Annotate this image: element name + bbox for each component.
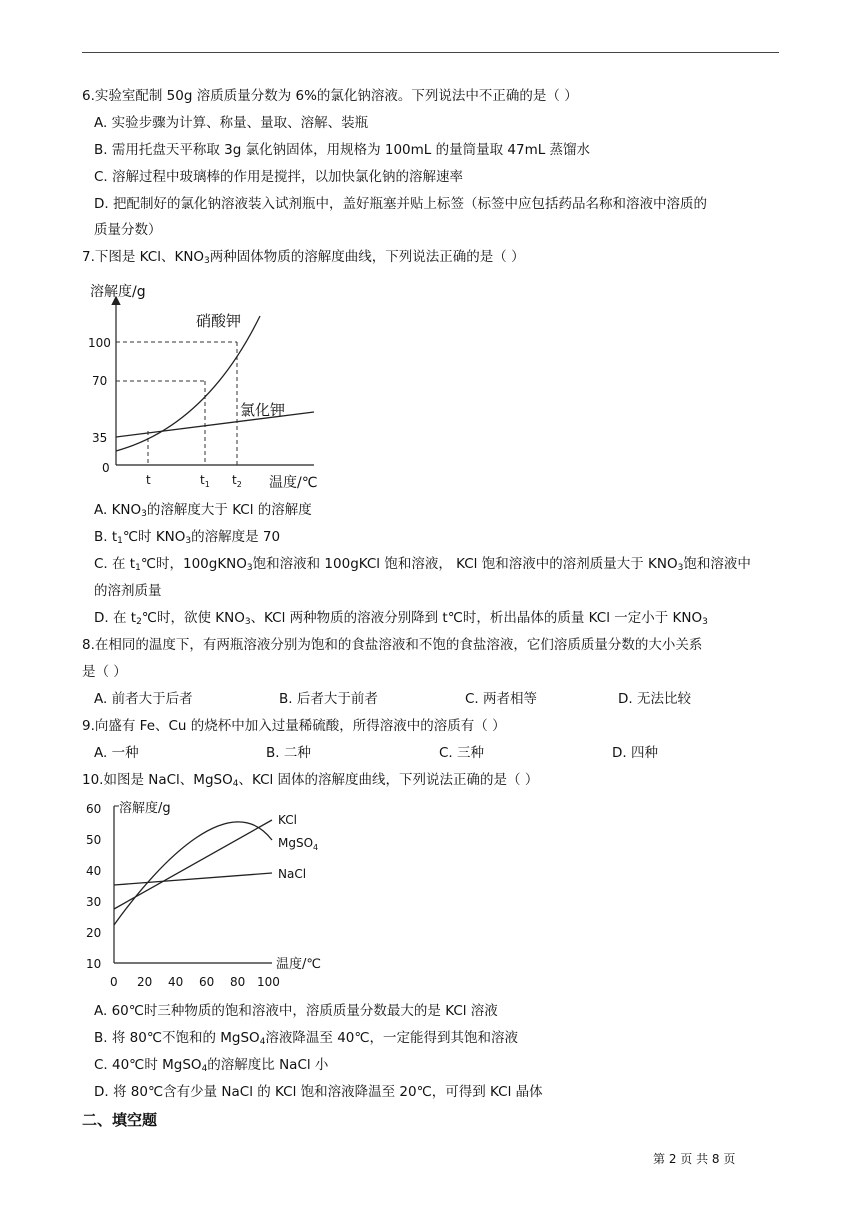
question-10-option-a: A. 60℃时三种物质的饱和溶液中，溶质质量分数最大的是 KCl 溶液 — [94, 1003, 498, 1019]
solubility-chart-nacl-mgso4-kcl — [82, 798, 342, 989]
mgso4-curve — [114, 822, 272, 925]
chart2-xtick-40: 40 — [168, 975, 184, 989]
chart2-ytick-20: 20 — [86, 926, 102, 940]
chart1-ylabel: 溶解度/g — [90, 284, 146, 300]
chart1-xtick-t2: $t_2$ — [232, 473, 242, 489]
kcl-line — [114, 820, 272, 909]
question-8-stem-cont: 是（ ） — [82, 664, 127, 680]
question-10-option-d: D. 将 80℃含有少量 NaCl 的 KCl 饱和溶液降温至 20℃，可得到 KCl 晶体 — [94, 1084, 543, 1100]
question-9-option-a: A. 一种 — [94, 745, 139, 761]
question-6-option-a: A. 实验步骤为计算、称量、量取、溶解、装瓶 — [94, 115, 369, 131]
question-8-option-a: A. 前者大于后者 — [94, 691, 193, 707]
chart2-xtick-20: 20 — [137, 975, 153, 989]
chart1-ytick-0: 0 — [102, 461, 110, 475]
chart1-xtick-t1: $t_1$ — [200, 473, 210, 489]
header-rule — [82, 52, 779, 53]
nacl-series-label: NaCl — [278, 867, 307, 881]
chart1-ytick-70: 70 — [92, 374, 108, 388]
question-6-option-d: D. 把配制好的氯化钠溶液装入试剂瓶中，盖好瓶塞并贴上标签（标签中应包括药品名称和溶液中溶质的 — [94, 196, 707, 212]
question-10-option-c: C. 40℃时 MgSO$_4$的溶解度比 NaCl 小 — [94, 1057, 329, 1074]
question-6-option-d-cont: 质量分数） — [94, 222, 162, 238]
question-6-option-c: C. 溶解过程中玻璃棒的作用是搅拌，以加快氯化钠的溶解速率 — [94, 169, 464, 185]
chart2-xtick-80: 80 — [230, 975, 246, 989]
chart1-xtick-t: t — [146, 473, 151, 487]
question-8-stem: 8.在相同的温度下，有两瓶溶液分别为饱和的食盐溶液和不饱的食盐溶液，它们溶质质量分数的大小关系 — [82, 637, 703, 653]
solubility-chart-kcl-kno3 — [86, 276, 336, 498]
question-7-option-b: B. $t_1℃$时 $KNO_3$的溶解度是 70 — [94, 529, 281, 546]
chart2-xtick-0: 0 — [110, 975, 118, 989]
chart2-ytick-60: 60 — [86, 802, 102, 816]
chart2-xtick-100: 100 — [257, 975, 280, 989]
question-10-option-b: B. 将 80℃不饱和的 MgSO$_4$溶液降温至 40℃，一定能得到其饱和溶液 — [94, 1030, 519, 1047]
question-7-option-c-cont: 的溶剂质量 — [94, 583, 162, 599]
kno3-label: 硝酸钾 — [196, 312, 242, 330]
question-8-option-d: D. 无法比较 — [618, 691, 691, 707]
question-6-option-b: B. 需用托盘天平称取 3g 氯化钠固体，用规格为 100mL 的量筒量取 47mL 蒸馏水 — [94, 142, 591, 158]
question-8-option-c: C. 两者相等 — [465, 691, 538, 707]
question-9-option-c: C. 三种 — [439, 745, 485, 761]
chart2-ytick-40: 40 — [86, 864, 102, 878]
question-7-option-c: C. 在 $t_1℃$时，100gKNO$_3$饱和溶液和 100gKCl 饱和溶液， KCl 饱和溶液中的溶剂质量大于 $KNO_3$饱和溶液中 — [94, 556, 751, 573]
mgso4-series-label: MgSO$_4$ — [278, 836, 319, 852]
kcl-label: 氯化钾 — [240, 401, 286, 419]
chart2-ylabel: 溶解度/g — [119, 801, 171, 816]
question-9-stem: 9.向盛有 Fe、Cu 的烧杯中加入过量稀硫酸，所得溶液中的溶质有（ ） — [82, 718, 506, 734]
chart2-xlabel: 温度/℃ — [276, 957, 321, 972]
chart2-xtick-60: 60 — [199, 975, 215, 989]
question-7-option-a: A. $KNO_3$的溶解度大于 KCl 的溶解度 — [94, 502, 312, 519]
chart1-xlabel: 温度/℃ — [269, 475, 318, 491]
nacl-line — [114, 873, 272, 885]
chart2-ytick-50: 50 — [86, 833, 102, 847]
chart1-ytick-100: 100 — [88, 336, 111, 350]
question-7-stem: 7.下图是 KCl、$KNO_3$两种固体物质的溶解度曲线，下列说法正确的是（ ） — [82, 249, 525, 266]
kno3-curve — [116, 316, 260, 451]
question-9-option-d: D. 四种 — [612, 745, 658, 761]
question-8-option-b: B. 后者大于前者 — [279, 691, 378, 707]
question-7-option-d: D. 在 $t_2℃$时，欲使 $KNO_3$、KCl 两种物质的溶液分别降到 t℃时，析出晶体的质量 KCl 一定小于 $KNO_3$ — [94, 610, 708, 627]
question-9-option-b: B. 二种 — [266, 745, 311, 761]
chart2-ytick-10: 10 — [86, 957, 102, 971]
chart1-ytick-35: 35 — [92, 431, 108, 445]
section-heading: 二、填空题 — [82, 1111, 158, 1129]
kcl-series-label: KCl — [278, 813, 297, 827]
chart2-ytick-30: 30 — [86, 895, 102, 909]
question-6-stem: 6.实验室配制 50g 溶质质量分数为 6%的氯化钠溶液。下列说法中不正确的是（ ） — [82, 88, 578, 104]
page-footer: 第 2 页 共 8 页 — [653, 1152, 736, 1166]
question-10-stem: 10.如图是 NaCl、MgSO$_4$、KCl 固体的溶解度曲线，下列说法正确的是（ ） — [82, 772, 539, 789]
